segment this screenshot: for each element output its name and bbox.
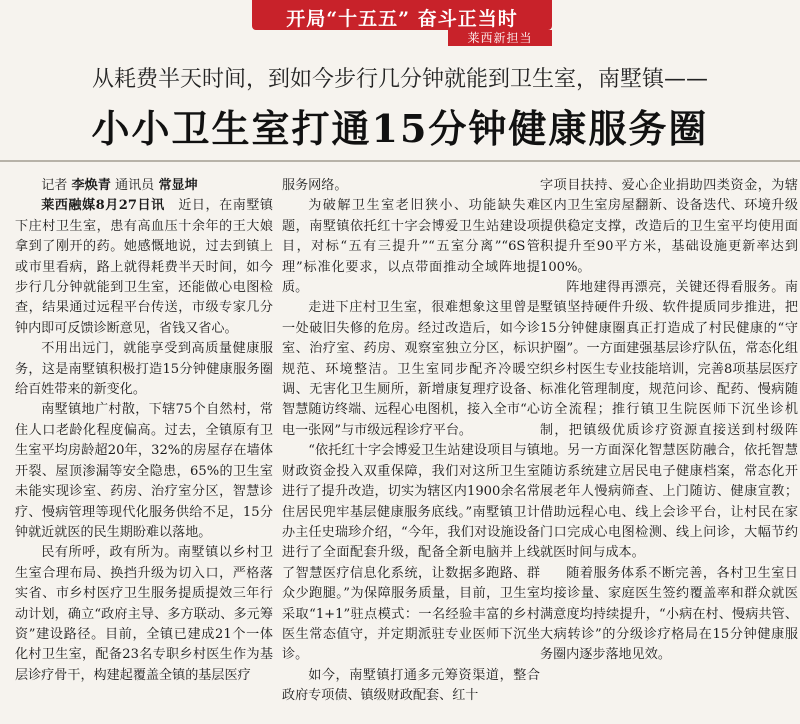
paragraph: 如今，南墅镇打通多元筹资渠道，整合政府专项债、镇级财政配套、红十 xyxy=(282,667,540,704)
reporter-name: 李焕青 xyxy=(71,178,111,193)
article-column-2 xyxy=(282,176,540,707)
paragraph: 莱西融媒8月27日讯 近日，在南墅镇下庄村卫生室，患有高血压十余年的王大娘拿到了刚开的药。她感慨地说，过去到镇上或市里看病，路上就得耗费半天时间，如今步行几分钟就能到卫生室，还能做心电图检查，结果通过远程平台传送，市级专家几分钟内即可反馈诊断意见，省钱又省心。 xyxy=(15,198,274,336)
paragraph: 随着服务体系不断完善，各村卫生室日均接诊量、家庭医生签约覆盖率和群众就医满意度均持续提升，“小病在村、慢病共管、大病转诊”的分级诊疗格局在15分钟健康服务圈内逐步落地见效。 xyxy=(540,565,798,663)
headline-divider xyxy=(0,160,800,162)
article-column-3 xyxy=(540,176,798,666)
article-column-1 xyxy=(15,176,273,686)
correspondent-label: 通讯员 xyxy=(115,178,155,193)
paragraph: 服务网络。 xyxy=(282,178,348,193)
paragraph: 不用出远门，就能享受到高质量健康服务，这是南墅镇积极打造15分钟健康服务圈给百姓带来的新变化。 xyxy=(15,341,273,398)
paragraph: 南墅镇地广村散，下辖75个自然村，常住人口老龄化程度偏高。过去，全镇原有卫生室平均房龄超20年，32%的房屋存在墙体开裂、屋顶渗漏等安全隐患，65%的卫生室未能实现诊室、药房、治疗室分区，智慧诊疗、慢病管理等现代化服务供给不足，15分钟就近就医的民生期盼难以落地。 xyxy=(15,402,273,540)
byline xyxy=(15,176,273,196)
banner-subtitle: 莱西新担当 xyxy=(448,30,552,46)
article-kicker: 从耗费半天时间，到如今步行几分钟就能到卫生室，南墅镇—— xyxy=(91,67,708,92)
column-banner xyxy=(252,0,552,44)
paragraph: 阵地建得再漂亮，关键还得看服务。南墅镇坚持硬件升级、软件提质同步推进，把15分钟健康圈真正打造成了村民健康的“守护圈”。一方面建强基层诊疗队伍，常态化组织乡村医生专业技能培训，完善8项基层医疗标准化管理制度，规范问诊、配药、慢病随访全流程；推行镇卫生院医师下沉坐诊机制，把镇级优质诊疗资源直接送到村级阵地。另一方面深化智慧医防融合，依托智慧随访系统建立居民电子健康档案，常态化开展老年人慢病筛查、上门随访、健康宣教；借助远程心电、线上会诊平台，让村民在家门口完成心电图检测、线上问诊，大幅节约就医时间与成本。 xyxy=(540,280,798,561)
correspondent-name: 常显坤 xyxy=(158,178,198,193)
paragraph: 走进下庄村卫生室，很难想象这里曾是一处破旧失修的危房。经过改造后，如今诊室、治疗室、药房、观察室独立分区，标识规范、环境整洁。卫生室同步配齐冷暖空调、无害化卫生厕所，新增康复理疗设备、智慧随访终端、远程心电图机，接入全市“心电一张网”与市级远程诊疗平台。 xyxy=(282,300,540,438)
reporter-label: 记者 xyxy=(41,178,68,193)
paragraph: 字项目扶持、爱心企业捐助四类资金，为辖区内卫生室房屋翻新、设备迭代、环境升级提供稳定支撑，改造后的卫生室平均使用面积提升至90平方米，基础设施更新率达到100%。 xyxy=(540,178,798,275)
paragraph: 民有所呼，政有所为。南墅镇以乡村卫生室合理布局、换挡升级为切入口，严格落实省、市乡村医疗卫生服务提质提效三年行动计划，确立“政府主导、多方联动、多元筹资”建设路径。目前，全镇已建成21个一体化村卫生室，配备23名专职乡村医生作为基层诊疗骨干，构建起覆盖全镇的基层医疗 xyxy=(15,545,273,683)
article-headline: 小小卫生室打通15分钟健康服务圈 xyxy=(91,106,709,151)
dateline: 莱西融媒8月27日讯 xyxy=(41,198,165,214)
banner-title: 开局“十五五” 奋斗正当时 xyxy=(286,8,518,30)
paragraph: 为破解卫生室老旧狭小、功能缺失难题，南墅镇依托红十字会博爱卫生站建设项目，对标“五有三提升”“五室分离”“6S管理”标准化要求，以点带面推动全域阵地提质。 xyxy=(282,198,540,296)
paragraph: “依托红十字会博爱卫生站建设项目与镇财政资金投入双重保障，我们对这所卫生室进行了提升改造，切实为辖区内1900余名常住居民兜牢基层健康服务底线。”南墅镇卫计办主任史瑞珍介绍，“今年，我们对设施设备进行了全面配套升级，配备全新电脑并上线了智慧医疗信息化系统，让数据多跑路、群众少跑腿。”为保障服务质量，目前，卫生室采取“1+1”驻点模式：一名经验丰富的乡村医生常态值守，并定期派驻专业医师下沉坐诊。 xyxy=(282,443,540,663)
